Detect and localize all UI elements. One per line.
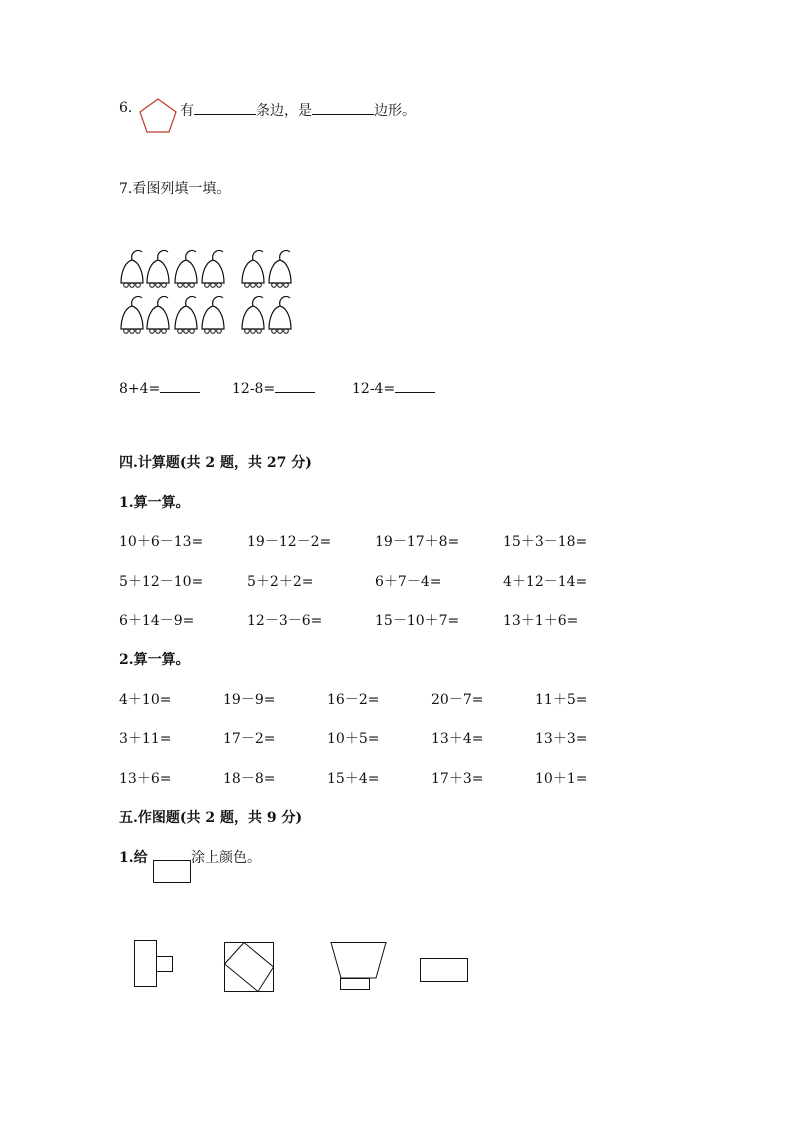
- bell-icon: [202, 250, 224, 287]
- bell-icon: [147, 250, 169, 287]
- calc2-r1-c2: 19－9=: [223, 692, 276, 708]
- bell-icon: [121, 296, 143, 333]
- pentagon-icon: [138, 97, 178, 135]
- calc1-r1-c4: 15＋3－18=: [503, 534, 588, 550]
- q7-eq-2: [232, 378, 315, 397]
- figure-trapezoid-with-rect[interactable]: [328, 940, 390, 994]
- calc2-r2-c4: 13＋4=: [431, 731, 484, 747]
- q6-number: 6.: [119, 100, 133, 116]
- calc2-r1-c3: 16－2=: [327, 692, 380, 708]
- calc2-r2-c5: 13＋3=: [535, 731, 588, 747]
- calc2-r2-c1: 3＋11=: [119, 731, 172, 747]
- q6-text-sides: 条边，是: [256, 103, 312, 119]
- q7-eq-3-text: 12-4=: [352, 381, 396, 397]
- calc2-r2-c3: 10＋5=: [327, 731, 380, 747]
- calc1-r3-c2: 12－3－6=: [247, 613, 323, 629]
- calc2-r2-c2: 17－2=: [223, 731, 276, 747]
- bell-icon: [269, 296, 291, 333]
- q7-eq-2-text: 12-8=: [232, 381, 276, 397]
- calc2-r3-c1: 13＋6=: [119, 771, 172, 787]
- calc2-r3-c5: 10＋1=: [535, 771, 588, 787]
- q6-text-shape: 边形。: [374, 103, 416, 119]
- q7-eq-2-blank[interactable]: [275, 378, 315, 393]
- calc2-r1-c5: 11＋5=: [535, 692, 588, 708]
- calc1-r1-c3: 19－17＋8=: [375, 534, 460, 550]
- bell-icon: [175, 296, 197, 333]
- q6-blank-sides[interactable]: [194, 100, 256, 115]
- rectangle-icon: [153, 860, 193, 885]
- calc1-r3-c4: 13＋1＋6=: [503, 613, 579, 629]
- calc1-r3-c1: 6＋14－9=: [119, 613, 195, 629]
- q6-text-have: 有: [180, 103, 194, 119]
- bell-icon: [121, 250, 143, 287]
- sec4-p1-title: 1.算一算。: [119, 495, 190, 511]
- figure-rectangle[interactable]: [419, 957, 471, 985]
- bell-icon: [269, 250, 291, 287]
- calc1-r1-c1: 10＋6－13=: [119, 534, 204, 550]
- q7-eq-3-blank[interactable]: [395, 378, 435, 393]
- calc1-r3-c3: 15－10＋7=: [375, 613, 460, 629]
- bell-picture: [118, 248, 308, 338]
- q6-blank-shape[interactable]: [312, 100, 374, 115]
- q7-eq-1-blank[interactable]: [160, 378, 200, 393]
- q6-line: [180, 100, 416, 120]
- figure-square-with-diamond[interactable]: [222, 940, 280, 996]
- sec5-p1-text-color: 涂上颜色。: [191, 850, 261, 866]
- sec4-p2-title: 2.算一算。: [119, 652, 190, 668]
- calc2-r1-c4: 20－7=: [431, 692, 484, 708]
- q7-eq-1: [119, 378, 200, 397]
- q7-eq-3: [352, 378, 435, 397]
- section-5-title: 五.作图题(共 2 题，共 9 分): [119, 810, 303, 826]
- bell-icon: [242, 296, 264, 333]
- section-4-title: 四.计算题(共 2 题，共 27 分): [119, 455, 312, 471]
- sec5-p1-text-give: 1.给: [119, 850, 148, 866]
- calc1-r2-c1: 5＋12－10=: [119, 574, 204, 590]
- calc2-r3-c4: 17＋3=: [431, 771, 484, 787]
- bell-icon: [202, 296, 224, 333]
- q7-eq-1-text: 8+4=: [119, 381, 161, 397]
- calc2-r3-c3: 15＋4=: [327, 771, 380, 787]
- bell-icon: [242, 250, 264, 287]
- calc1-r2-c2: 5＋2＋2=: [247, 574, 314, 590]
- figure-rect-with-square[interactable]: [132, 938, 178, 990]
- calc2-r1-c1: 4＋10=: [119, 692, 172, 708]
- bell-icon: [147, 296, 169, 333]
- calc2-r3-c2: 18－8=: [223, 771, 276, 787]
- q7-title: 7.看图列填一填。: [119, 181, 231, 197]
- bell-icon: [175, 250, 197, 287]
- calc1-r1-c2: 19－12－2=: [247, 534, 332, 550]
- calc1-r2-c4: 4＋12－14=: [503, 574, 588, 590]
- calc1-r2-c3: 6＋7－4=: [375, 574, 442, 590]
